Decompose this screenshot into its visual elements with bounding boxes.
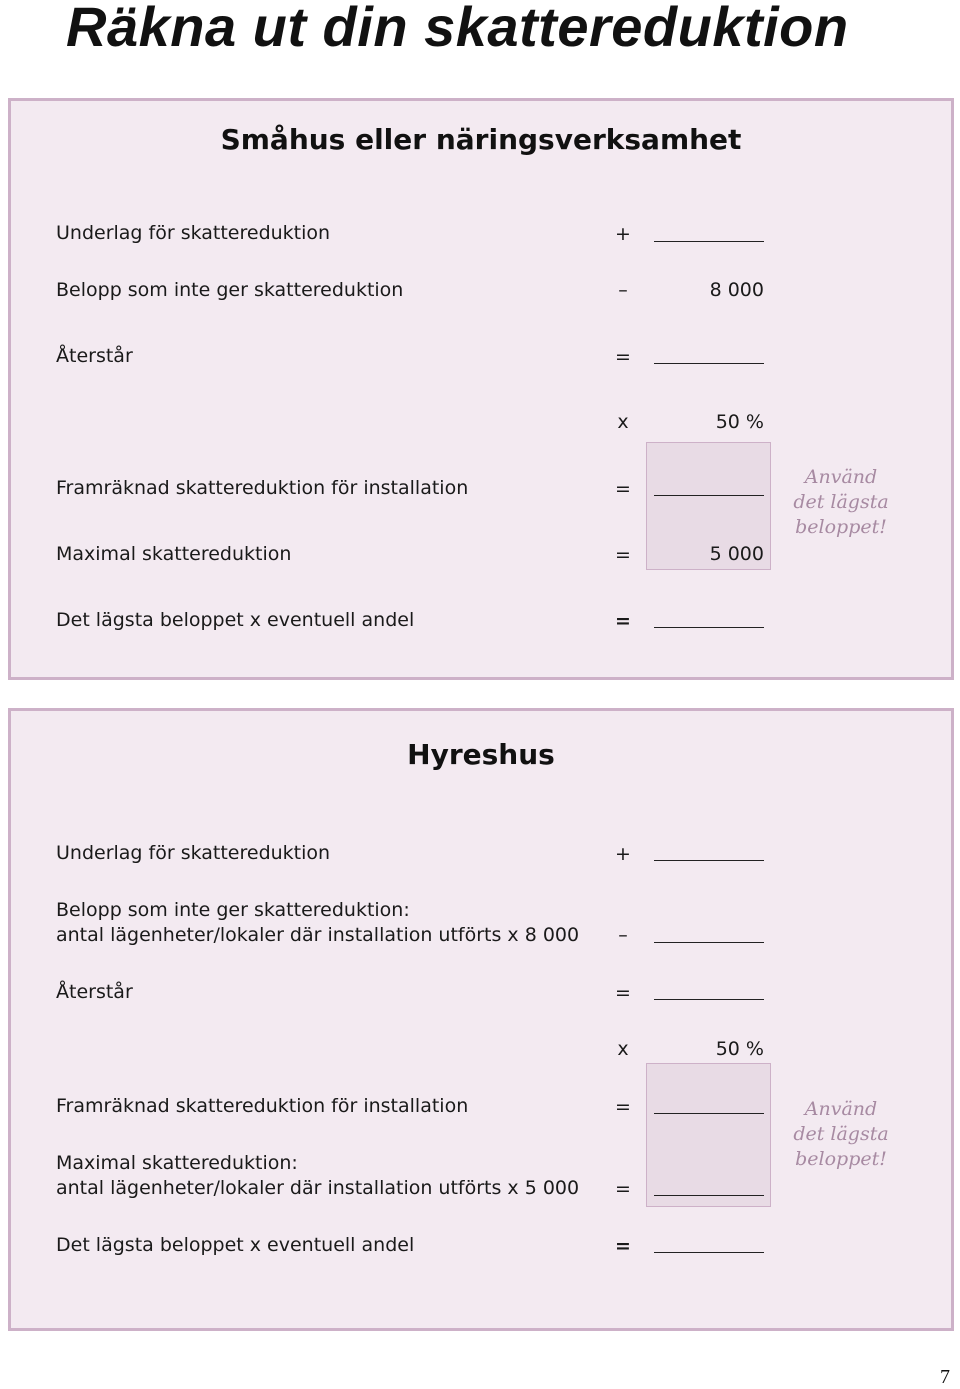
entry-field-belopp[interactable] xyxy=(654,942,764,943)
operator-equals: = xyxy=(615,982,631,1004)
entry-field-underlag[interactable] xyxy=(654,241,764,242)
entry-field-result[interactable] xyxy=(654,627,764,628)
row-label: Det lägsta beloppet x eventuell andel xyxy=(56,609,415,631)
hint-line: Använd xyxy=(804,466,878,488)
operator-equals: = xyxy=(615,610,631,632)
lowest-amount-box xyxy=(646,1063,771,1207)
entry-field-aterstar[interactable] xyxy=(654,363,764,364)
row-label: Belopp som inte ger skattereduktion xyxy=(56,279,404,301)
row-value: 50 % xyxy=(715,1038,764,1060)
row-label: Underlag för skattereduktion xyxy=(56,222,331,244)
operator-equals: = xyxy=(615,544,631,566)
hint-line: beloppet! xyxy=(795,1148,887,1170)
row-label: antal lägenheter/lokaler där installation utförts x 5 000 xyxy=(56,1177,580,1199)
operator-times: x xyxy=(617,411,629,433)
row-label: Det lägsta beloppet x eventuell andel xyxy=(56,1234,415,1256)
hint-line: det lägsta xyxy=(793,1123,889,1145)
panel-heading: Småhus eller näringsverksamhet xyxy=(220,123,742,156)
operator-minus: – xyxy=(618,924,628,946)
entry-field-framraknad[interactable] xyxy=(654,495,764,496)
entry-field-maximal[interactable] xyxy=(654,1195,764,1196)
operator-equals: = xyxy=(615,1096,631,1118)
operator-equals: = xyxy=(615,1235,631,1257)
panel-smahus xyxy=(8,98,954,680)
row-value: 50 % xyxy=(715,411,764,433)
page-number: 7 xyxy=(940,1366,950,1388)
operator-plus: + xyxy=(615,843,631,865)
row-label: Belopp som inte ger skattereduktion: xyxy=(56,899,410,921)
row-label: Framräknad skattereduktion för installation xyxy=(56,477,469,499)
hint-note xyxy=(781,465,901,540)
row-label: Underlag för skattereduktion xyxy=(56,842,331,864)
page-title: Räkna ut din skattereduktion xyxy=(66,0,849,58)
row-label: Framräknad skattereduktion för installation xyxy=(56,1095,469,1117)
entry-field-aterstar[interactable] xyxy=(654,999,764,1000)
hint-line: det lägsta xyxy=(793,491,889,513)
operator-equals: = xyxy=(615,346,631,368)
row-label: Maximal skattereduktion xyxy=(56,543,292,565)
operator-plus: + xyxy=(615,223,631,245)
entry-field-result[interactable] xyxy=(654,1252,764,1253)
row-label: Återstår xyxy=(56,345,133,367)
operator-times: x xyxy=(617,1038,629,1060)
row-value: 5 000 xyxy=(709,543,764,565)
row-label: Maximal skattereduktion: xyxy=(56,1152,298,1174)
operator-equals: = xyxy=(615,1178,631,1200)
row-label: antal lägenheter/lokaler där installation utförts x 8 000 xyxy=(56,924,580,946)
hint-line: beloppet! xyxy=(795,516,887,538)
hint-line: Använd xyxy=(804,1098,878,1120)
panel-hyreshus xyxy=(8,708,954,1331)
entry-field-framraknad[interactable] xyxy=(654,1113,764,1114)
panel-heading: Hyreshus xyxy=(407,738,555,771)
hint-note xyxy=(781,1097,901,1172)
row-value: 8 000 xyxy=(709,279,764,301)
operator-minus: – xyxy=(618,279,628,301)
operator-equals: = xyxy=(615,478,631,500)
row-label: Återstår xyxy=(56,981,133,1003)
entry-field-underlag[interactable] xyxy=(654,860,764,861)
